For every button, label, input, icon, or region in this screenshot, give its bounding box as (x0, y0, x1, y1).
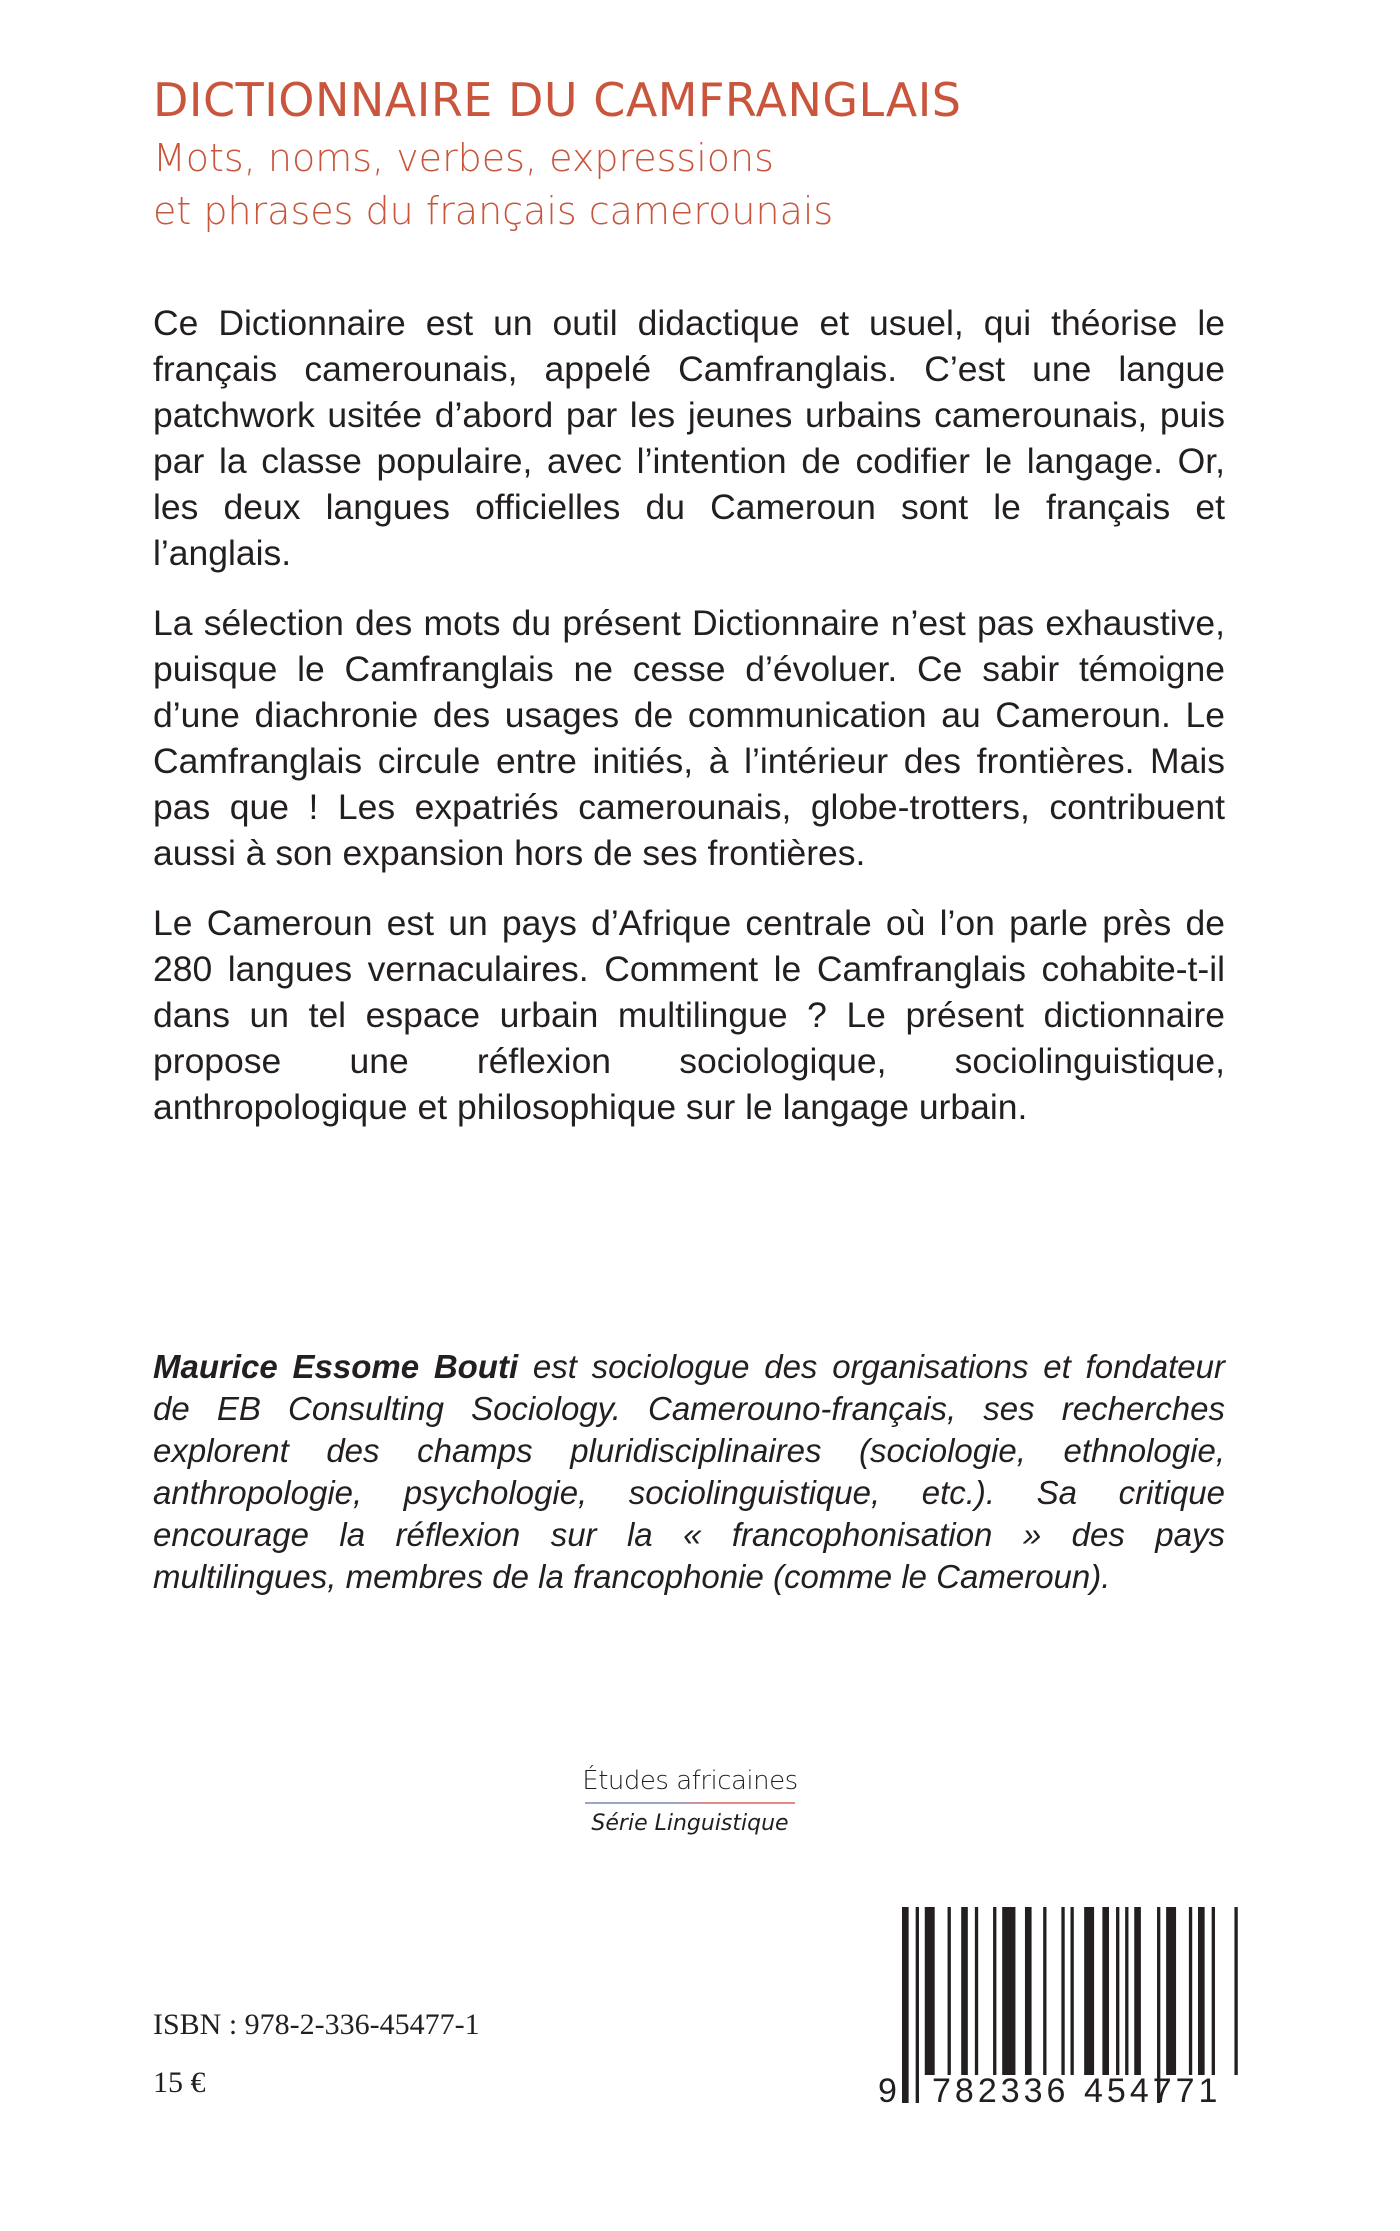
barcode-left-group: 782336 (932, 2072, 1070, 2110)
barcode-bar (1061, 1907, 1064, 2075)
barcode-bar (975, 1907, 978, 2075)
author-bio-text: est sociologue des organisations et fondateur de EB Consulting Sociology. Camerouno-français, ses recherches explorent des champs pluridisciplinaires (sociologie, ethnologie, anthropologie, psychologie, sociolinguistique, etc.). Sa critique encourage la réflexion sur la « francophonisation » des pays multilingues, membres de la francophonie (comme le Cameroun). (153, 1348, 1225, 1595)
barcode-bar (961, 1907, 968, 2075)
barcode-bar (1102, 1907, 1109, 2075)
barcode-number (872, 2071, 1240, 2111)
barcode-bar (1198, 1907, 1205, 2075)
blurb-paragraph-1: Ce Dictionnaire est un outil didactique et usuel, qui théorise le français camerounais, appelé Camfranglais. C’est une langue patchwork usitée d’abord par les jeunes urbains camerounais, puis par la classe populaire, avec l’intention de codifier le langage. Or, les deux langues officielles du Cameroun sont le français et l’anglais. (153, 303, 1225, 573)
series-logo (575, 1764, 805, 1838)
author-name: Maurice Essome Bouti (153, 1348, 519, 1385)
barcode-bar (1125, 1907, 1128, 2075)
barcode (872, 1907, 1240, 2143)
subtitle-line-1: Mots, noms, verbes, expressions (153, 136, 774, 180)
barcode-first-digit: 9 (878, 2072, 897, 2110)
barcode-bar (1070, 1907, 1073, 2075)
barcode-right-group: 454771 (1084, 2072, 1222, 2110)
blurb-paragraph-2: La sélection des mots du présent Dictionnaire n’est pas exhaustive, puisque le Camfranglais ne cesse d’évoluer. Ce sabir témoigne d’une diachronie des usages de communication au Cameroun. Le Camfranglais circule entre initiés, à l’intérieur des frontières. Mais pas que ! Les expatriés camerounais, globe-trotters, contribuent aussi à son expansion hors de ses frontières. (153, 603, 1225, 873)
barcode-bar (1043, 1907, 1046, 2075)
subtitle-line-2: et phrases du français camerounais (153, 189, 834, 233)
book-subtitle (153, 132, 1253, 238)
blurb (153, 300, 1225, 1154)
barcode-bar (1084, 1907, 1094, 2075)
barcode-bar (993, 1907, 996, 2075)
barcode-bar (1025, 1907, 1032, 2075)
author-bio (153, 1346, 1225, 1598)
isbn-text: ISBN : 978-2-336-45477-1 (153, 2008, 480, 2041)
barcode-bar (1212, 1907, 1215, 2075)
barcode-bar (1116, 1907, 1119, 2075)
barcode-bar (1189, 1907, 1192, 2075)
barcode-bar (1234, 1907, 1237, 2075)
price-text: 15 € (153, 2066, 206, 2099)
barcode-bar (925, 1907, 935, 2075)
book-title: DICTIONNAIRE DU CAMFRANGLAIS (153, 73, 962, 127)
series-name: Études africaines (582, 1766, 798, 1796)
barcode-bar (948, 1907, 951, 2075)
barcode-bar (1002, 1907, 1015, 2075)
series-divider (585, 1802, 795, 1804)
barcode-bar (1166, 1907, 1176, 2075)
barcode-bar (1134, 1907, 1141, 2075)
blurb-paragraph-3: Le Cameroun est un pays d’Afrique centrale où l’on parle près de 280 langues vernaculaires. Comment le Camfranglais cohabite-t-il dans un tel espace urbain multilingue ? Le présent dictionnaire propose une réflexion sociologique, sociolinguistique, anthropologique et philosophique sur le langage urbain. (153, 903, 1225, 1127)
series-subseries: Série Linguistique (591, 1811, 789, 1836)
